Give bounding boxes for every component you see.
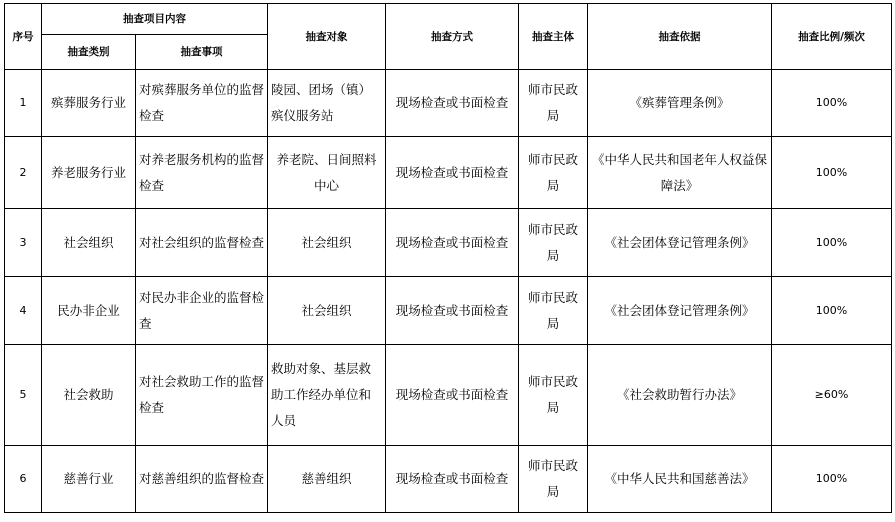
row-item: 对慈善组织的监督检查: [136, 446, 268, 513]
row-method: 现场检查或书面检查: [386, 277, 519, 345]
header-target: 抽查对象: [268, 4, 386, 70]
row-category: 社会救助: [42, 345, 136, 446]
row-category: 慈善行业: [42, 446, 136, 513]
row-method: 现场检查或书面检查: [386, 137, 519, 209]
row-method: 现场检查或书面检查: [386, 70, 519, 137]
row-no: 3: [5, 209, 42, 277]
table-row: [5, 345, 892, 446]
row-item: 对社会组织的监督检查: [136, 209, 268, 277]
row-item: 对殡葬服务单位的监督检查: [136, 70, 268, 137]
row-category: 民办非企业: [42, 277, 136, 345]
row-ratio: 100%: [772, 209, 892, 277]
header-item: 抽查事项: [136, 35, 268, 70]
row-basis: 《社会团体登记管理条例》: [588, 209, 772, 277]
row-basis: 《社会团体登记管理条例》: [588, 277, 772, 345]
row-ratio: 100%: [772, 137, 892, 209]
row-target: 社会组织: [268, 277, 386, 345]
row-subject: 师市民政局: [519, 137, 588, 209]
row-target: 养老院、日间照料中心: [268, 137, 386, 209]
table-row: [5, 70, 892, 137]
row-basis: 《中华人民共和国慈善法》: [588, 446, 772, 513]
row-category: 社会组织: [42, 209, 136, 277]
header-category: 抽查类别: [42, 35, 136, 70]
row-no: 2: [5, 137, 42, 209]
table-row: [5, 277, 892, 345]
row-subject: 师市民政局: [519, 209, 588, 277]
row-target: 社会组织: [268, 209, 386, 277]
row-category: 殡葬服务行业: [42, 70, 136, 137]
header-row-1: [5, 4, 892, 35]
row-target: 慈善组织: [268, 446, 386, 513]
row-method: 现场检查或书面检查: [386, 446, 519, 513]
header-content: 抽查项目内容: [42, 4, 268, 35]
row-item: 对民办非企业的监督检查: [136, 277, 268, 345]
header-method: 抽查方式: [386, 4, 519, 70]
row-category: 养老服务行业: [42, 137, 136, 209]
row-ratio: 100%: [772, 446, 892, 513]
header-no: 序号: [5, 4, 42, 70]
row-no: 1: [5, 70, 42, 137]
row-basis: 《中华人民共和国老年人权益保障法》: [588, 137, 772, 209]
inspection-table: [4, 3, 892, 513]
row-basis: 《殡葬管理条例》: [588, 70, 772, 137]
row-method: 现场检查或书面检查: [386, 345, 519, 446]
row-target: 救助对象、基层救助工作经办单位和人员: [268, 345, 386, 446]
table-row: [5, 137, 892, 209]
row-method: 现场检查或书面检查: [386, 209, 519, 277]
row-no: 6: [5, 446, 42, 513]
header-ratio: 抽查比例/频次: [772, 4, 892, 70]
table-row: [5, 209, 892, 277]
row-no: 5: [5, 345, 42, 446]
header-basis: 抽查依据: [588, 4, 772, 70]
table-row: [5, 446, 892, 513]
row-target: 陵园、团场（镇）殡仪服务站: [268, 70, 386, 137]
row-item: 对养老服务机构的监督检查: [136, 137, 268, 209]
row-item: 对社会救助工作的监督检查: [136, 345, 268, 446]
row-ratio: 100%: [772, 70, 892, 137]
header-subject: 抽查主体: [519, 4, 588, 70]
row-basis: 《社会救助暂行办法》: [588, 345, 772, 446]
row-ratio: ≥60%: [772, 345, 892, 446]
row-subject: 师市民政局: [519, 277, 588, 345]
row-subject: 师市民政局: [519, 446, 588, 513]
row-ratio: 100%: [772, 277, 892, 345]
row-subject: 师市民政局: [519, 345, 588, 446]
row-subject: 师市民政局: [519, 70, 588, 137]
row-no: 4: [5, 277, 42, 345]
